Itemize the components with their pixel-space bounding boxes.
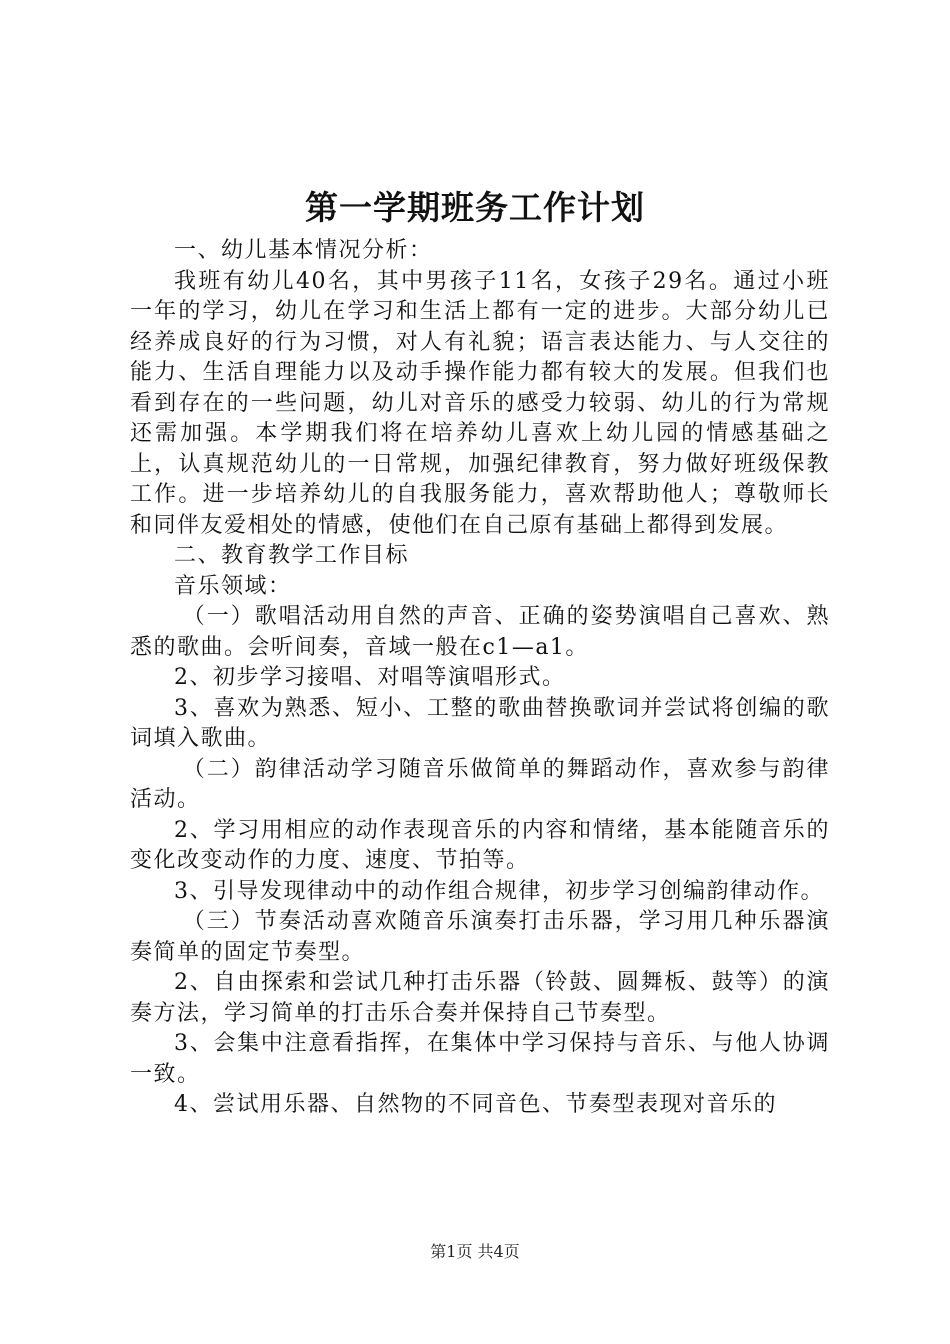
document-body — [130, 236, 830, 1121]
section-heading-2: 二、教育教学工作目标 — [174, 543, 410, 568]
paragraph-beat-3: 3、会集中注意看指挥，在集体中学习保持与音乐、与他人协调一致。 — [130, 1031, 830, 1087]
section-heading-1: 一、幼儿基本情况分析： — [174, 238, 433, 263]
page-number-footer: 第1页 共4页 — [430, 1242, 520, 1261]
paragraph-rhythm-3: 3、引导发现律动中的动作组合规律，初步学习创编韵律动作。 — [174, 878, 824, 904]
paragraph-rhythm-2: 2、学习用相应的动作表现音乐的内容和情绪，基本能随音乐的变化改变动作的力度、速度、节拍等。 — [130, 817, 830, 873]
paragraph-beat-4: 4、尝试用乐器、自然物的不同音色、节奏型表现对音乐的 — [174, 1092, 777, 1117]
paragraph-beat-1: （三）节奏活动喜欢随音乐演奏打击乐器，学习用几种乐器演奏简单的固定节奏型。 — [130, 909, 830, 965]
paragraph-singing-2: 2、初步学习接唱、对唱等演唱形式。 — [174, 665, 566, 690]
paragraph-beat-2: 2、自由探索和尝试几种打击乐器（铃鼓、圆舞板、鼓等）的演奏方法，学习简单的打击乐合奏并保持自己节奏型。 — [130, 970, 830, 1026]
document-title: 第一学期班务工作计划 — [305, 188, 645, 227]
paragraph-singing-1: （一）歌唱活动用自然的声音、正确的姿势演唱自己喜欢、熟悉的歌曲。会听间奏，音域一般在c1—a1。 — [130, 604, 830, 660]
paragraph-singing-3: 3、喜欢为熟悉、短小、工整的歌曲替换歌词并尝试将创编的歌词填入歌曲。 — [130, 695, 830, 751]
subsection-music-domain: 音乐领域： — [174, 573, 292, 599]
paragraph-class-overview: 我班有幼儿40名，其中男孩子11名，女孩子29名。通过小班一年的学习，幼儿在学习和生活上都有一定的进步。大部分幼儿已经养成良好的行为习惯，对人有礼貌；语言表达能力、与人交往的能力、生活自理能力以及动手操作能力都有较大的发展。但我们也看到存在的一些问题，幼儿对音乐的感受力较弱、幼儿的行为常规还需加强。本学期我们将在培养幼儿喜欢上幼儿园的情感基础之上，认真规范幼儿的一日常规，加强纪律教育，努力做好班级保教工作。进一步培养幼儿的自我服务能力，喜欢帮助他人；尊敬师长和同伴友爱相处的情感，使他们在自己原有基础上都得到发展。 — [130, 268, 830, 538]
paragraph-rhythm-1: （二）韵律活动学习随音乐做简单的舞蹈动作，喜欢参与韵律活动。 — [130, 756, 830, 812]
